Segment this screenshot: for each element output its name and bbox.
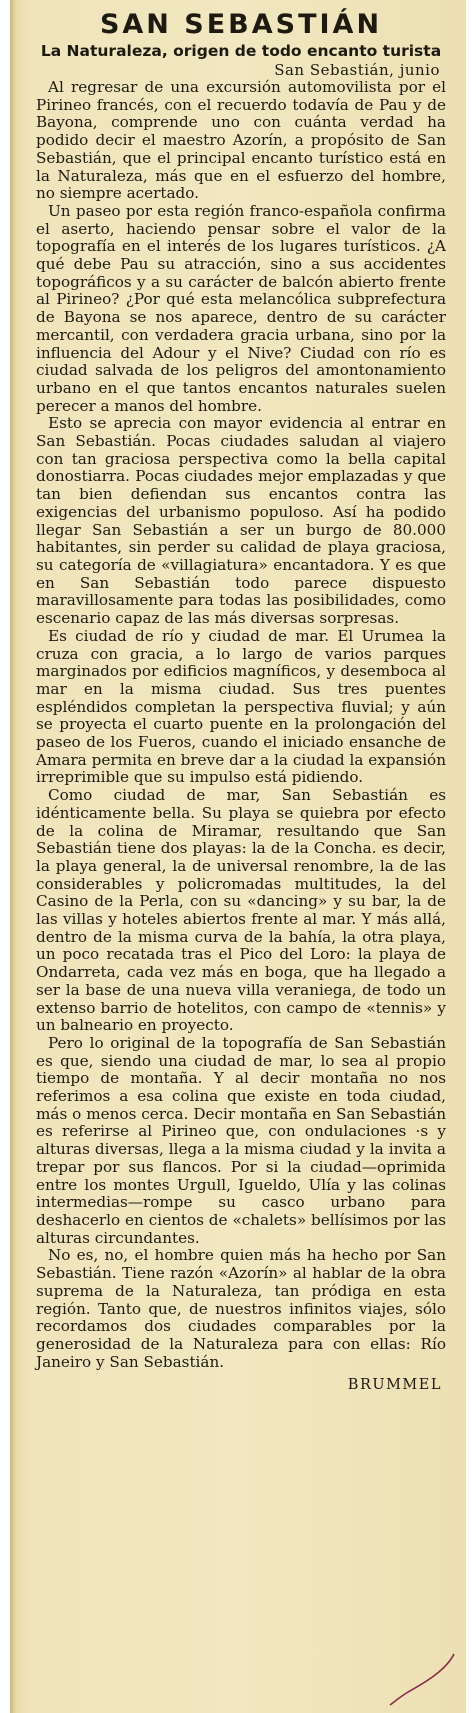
article-paragraph: Pero lo original de la topografía de San Sebastián es que, siendo una ciudad de mar, lo sea al propio tiempo de montaña. Y al decir montaña no nos referimos a esa colina que existe en toda ciudad, más o menos cerca. Decir montaña en San Sebastián es referirse al Pirineo que, con ondulaciones ·s y alturas diversas, llega a la misma ciudad y la invita a trepar por sus flancos. Por si la ciudad—oprimida entre los montes Urgull, Igueldo, Ulía y las colinas intermedias—rompe su casco urbano para deshacerlo en cientos de «chalets» bellísimos por las alturas circundantes.	[36, 1033, 446, 1247]
article-headline: SAN SEBASTIÁN	[99, 9, 383, 40]
clipping-edge	[10, 0, 16, 1713]
article-paragraph: Un paseo por esta región franco-española confirma el aserto, haciendo pensar sobre el valor de la topografía en el interés de los lugares turísticos. ¿A qué debe Pau su atracción, sino a sus accidentes topográficos y a su carácter de balcón abierto frente al Pirineo? ¿Por qué esta melancólica subprefectura de Bayona se nos aparece, dentro de su carácter mercantil, con verdadera gracia urbana, sino por la influencia del Adour y el Nive? Ciudad con río es ciudad salvada de los peligros del amontonamiento urbano en el que tantos encantos naturales suelen perecer a manos del hombre.	[36, 201, 446, 415]
article-dateline: San Sebastián, junio	[274, 61, 440, 79]
article-subheadline: La Naturaleza, origen de todo encanto turista	[40, 42, 442, 60]
article-body	[36, 79, 446, 1371]
article-paragraph: Como ciudad de mar, San Sebastián es idénticamente bella. Su playa se quiebra por efecto de la colina de Miramar, resultando que San Sebastián tiene dos playas: la de la Concha. es decir, la playa general, la de universal renombre, la de las considerables y policromadas multitudes, la del Casino de la Perla, con su «dancing» y su bar, la de las villas y hoteles abiertos frente al mar. Y más allá, dentro de la misma curva de la bahía, la otra playa, un poco recatada tras el Pico del Loro: la playa de Ondarreta, cada vez más en boga, que ha llegado a ser la base de una nueva villa veraniega, de todo un extenso barrio de hotelitos, con campo de «tennis» y un balneario en proyecto.	[36, 786, 446, 1035]
article-paragraph: Al regresar de una excursión automovilista por el Pirineo francés, con el recuerdo todavía de Pau y de Bayona, comprende uno con cuánta verdad ha podido decir el maestro Azorín, a propósito de San Sebastián, que el principal encanto turístico está en la Naturaleza, más que en el esfuerzo del hombre, no siempre acertado.	[36, 78, 446, 203]
article-paragraph: No es, no, el hombre quien más ha hecho por San Sebastián. Tiene razón «Azorín» al hablar de la obra suprema de la Naturaleza, tan pródiga en esta región. Tanto que, de nuestros infinitos viajes, sólo recordamos dos ciudades comparables por la generosidad de la Naturaleza para con ellas: Río Janeiro y San Sebastián.	[36, 1246, 446, 1371]
newspaper-clipping	[10, 0, 466, 1713]
article-signature: BRUMMEL	[347, 1377, 442, 1394]
article-paragraph: Esto se aprecia con mayor evidencia al entrar en San Sebastián. Pocas ciudades saludan al viajero con tan graciosa perspectiva como la bella capital donostiarra. Pocas ciudades mejor emplazadas y que tan bien defiendan sus encantos contra las exigencias del urbanismo populoso. Así ha podido llegar San Sebastián a ser un burgo de 80.000 habitantes, sin perder su calidad de playa graciosa, su categoría de «villagiatura» encantadora. Y es que en San Sebastián todo parece dispuesto maravillosamente para todas las posibilidades, como escenario capaz de las más diversas sorpresas.	[36, 414, 446, 628]
article-paragraph: Es ciudad de río y ciudad de mar. El Urumea la cruza con gracia, a lo largo de varios parques marginados por edificios magníficos, y desemboca al mar en la misma ciudad. Sus tres puentes espléndidos completan la perspectiva fluvial; y aún se proyecta el cuarto puente en la prolongación del paseo de los Fueros, cuando el iniciado ensanche de Amara permita en breve dar a la ciudad la expansión irreprimible que su impulso está pidiendo.	[36, 626, 446, 787]
pen-mark-decoration	[386, 1652, 456, 1707]
